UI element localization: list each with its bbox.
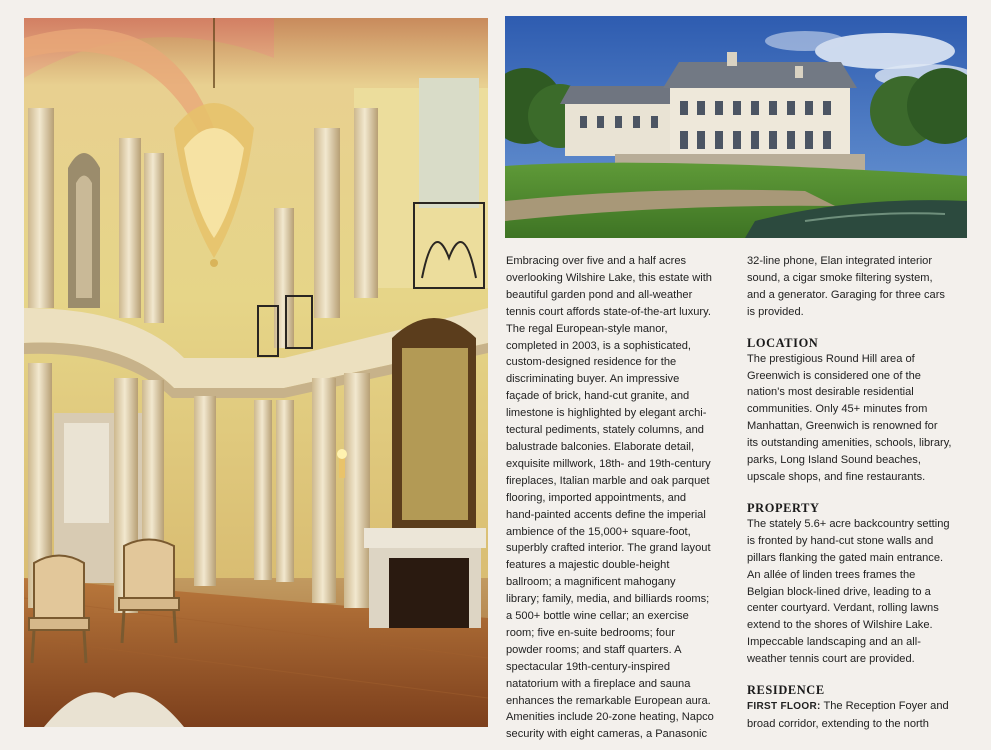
property-line: Belgian block-lined drive, leading to a xyxy=(747,585,931,598)
description-line: The regal European-style manor, xyxy=(506,322,668,335)
first-floor-subhead: FIRST FLOOR: xyxy=(747,701,821,713)
residence-lines xyxy=(747,716,975,733)
residence-first-line xyxy=(747,698,975,716)
property-text xyxy=(747,516,975,668)
description-line: exquisite millwork, 18th- and 19th-century xyxy=(506,457,711,470)
description-line: discriminating buyer. An impressive xyxy=(506,373,680,386)
property-line: extend to the shores of Wilshire Lake. xyxy=(747,619,933,632)
location-line: parks, Long Island Sound beaches, xyxy=(747,454,921,467)
description-line: limestone is highlighted by elegant archi- xyxy=(506,407,707,420)
location-text xyxy=(747,351,975,486)
location-line: communities. Only 45+ minutes from xyxy=(747,403,928,416)
intro-line: is provided. xyxy=(747,305,804,318)
description-line: flooring, imported appointments, and xyxy=(506,491,687,504)
description-line: completed in 2003, is a sophisticated, xyxy=(506,339,692,352)
interior-ballroom-photo xyxy=(24,18,488,727)
description-line: security with eight cameras, a Panasonic xyxy=(506,728,708,741)
location-heading: LOCATION xyxy=(747,335,819,350)
details-column xyxy=(747,253,975,733)
residence-text xyxy=(747,698,975,733)
intro-continuation xyxy=(747,253,975,321)
description-line: enhances the remarkable European aura. xyxy=(506,694,711,707)
description-line: fireplaces, Italian marble and oak parquet xyxy=(506,474,710,487)
description-line: powder rooms; and staff quarters. A xyxy=(506,643,682,656)
intro-line: and a generator. Garaging for three cars xyxy=(747,288,945,301)
description-line: beautiful garden pond and all-weather xyxy=(506,288,693,301)
property-heading: PROPERTY xyxy=(747,500,820,515)
description-line: natatorium with a fireplace and sauna xyxy=(506,677,691,690)
description-line: features a majestic double-height xyxy=(506,559,670,572)
exterior-manor-photo xyxy=(505,16,967,238)
description-line: room; five en-suite bedrooms; four xyxy=(506,626,675,639)
description-line: tectural pediments, stately columns, and xyxy=(506,424,704,437)
description-line: Embracing over five and a half acres xyxy=(506,255,687,267)
property-line: The stately 5.6+ acre backcountry setting xyxy=(747,517,950,530)
property-line: pillars flanking the gated main entrance. xyxy=(747,551,944,564)
property-line: is fronted by hand-cut stone walls and xyxy=(747,534,934,547)
location-line: Greenwich is considered one of the xyxy=(747,369,921,382)
location-line: its outstanding amenities, schools, library, xyxy=(747,437,952,450)
property-line: weather tennis court are provided. xyxy=(747,653,915,666)
description-line: ballroom; a magnificent mahogany xyxy=(506,576,676,589)
intro-line: 32-line phone, Elan integrated interior xyxy=(747,255,933,267)
property-line: An allée of linden trees frames the xyxy=(747,568,916,581)
location-line: The prestigious Round Hill area of xyxy=(747,352,915,365)
description-line: a 500+ bottle wine cellar; an exercise xyxy=(506,610,689,623)
property-line: center courtyard. Verdant, rolling lawns xyxy=(747,602,939,615)
description-column xyxy=(506,253,736,743)
description-line: tennis court affords state-of-the-art luxury. xyxy=(506,305,711,318)
intro-line: sound, a cigar smoke filtering system, xyxy=(747,271,933,284)
description-line: façade of brick, hand-cut granite, and xyxy=(506,390,690,403)
description-line: overlooking Wilshire Lake, this estate with xyxy=(506,271,712,284)
location-line: nation's most desirable residential xyxy=(747,386,914,399)
description-line: balustrade balconies. Elaborate detail, xyxy=(506,440,695,453)
residence-heading: RESIDENCE xyxy=(747,683,825,698)
description-line: spectacular 19th-century-inspired xyxy=(506,660,671,673)
description-line: library; family, media, and billiards rooms; xyxy=(506,593,710,606)
description-line: superbly crafted interior. The grand layout xyxy=(506,542,711,555)
description-line: hand-painted accents define the imperial xyxy=(506,508,706,521)
residence-first-line-rest: The Reception Foyer and xyxy=(820,700,949,713)
property-line: Impeccable landscaping and an all- xyxy=(747,636,921,649)
description-line: Amenities include 20-zone heating, Napco xyxy=(506,711,714,724)
residence-line: broad corridor, extending to the north xyxy=(747,717,929,730)
location-line: upscale shops, and fine restaurants. xyxy=(747,470,926,483)
description-line: custom-designed residence for the xyxy=(506,356,677,369)
description-line: ambience of the 15,000+ square-foot, xyxy=(506,525,691,538)
location-line: Manhattan, Greenwich is renowned for xyxy=(747,420,938,433)
